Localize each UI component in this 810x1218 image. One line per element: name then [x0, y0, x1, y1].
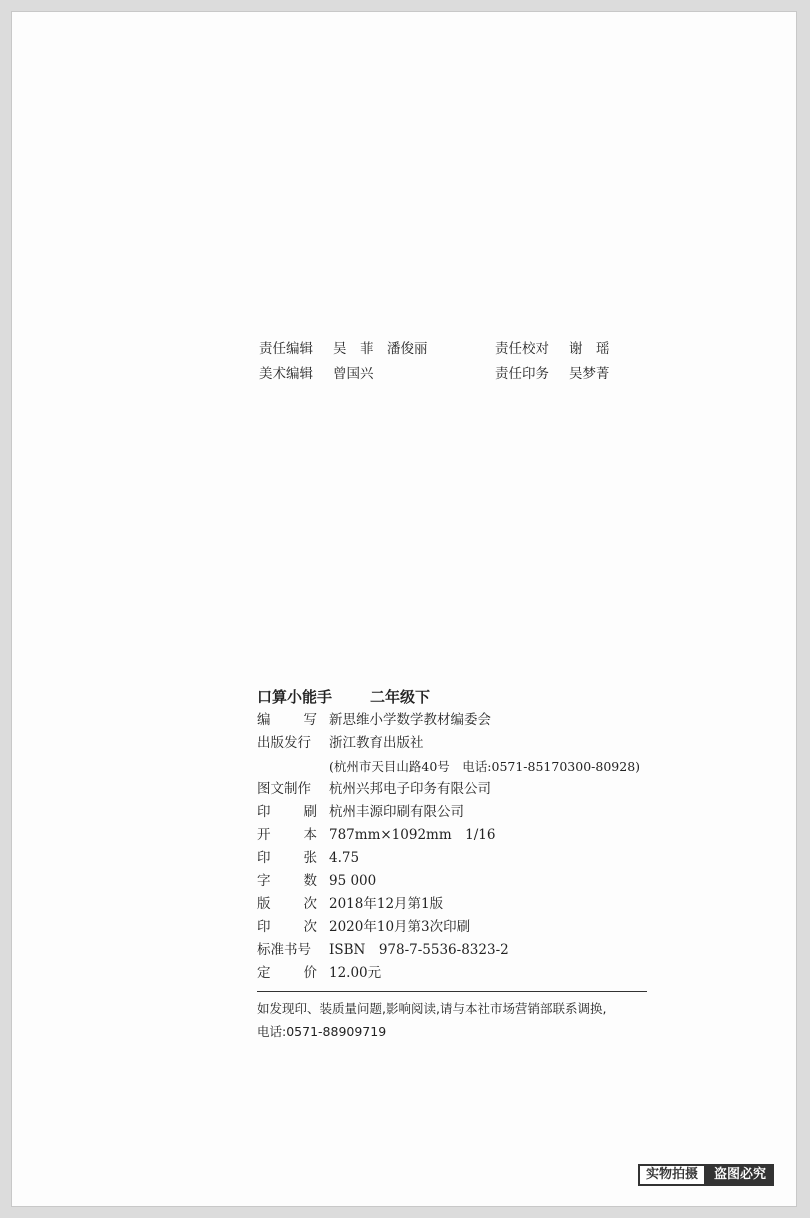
cip-key: 定 价 — [257, 965, 317, 981]
cip-value: 2020年10月第3次印刷 — [329, 919, 471, 935]
cip-row-typesetting — [257, 778, 647, 801]
cip-key: 印 张 — [257, 850, 317, 866]
cip-value: 2018年12月第1版 — [329, 896, 444, 912]
credit-name: 吴 菲 潘俊丽 — [333, 341, 428, 357]
cip-row-wordcount — [257, 870, 647, 893]
credit-proofreader — [495, 337, 610, 362]
credit-role: 责任校对 — [495, 341, 549, 357]
cip-key: 图文制作 — [257, 781, 311, 797]
credit-art-editor — [259, 362, 374, 387]
credit-editor — [259, 337, 428, 362]
credit-name: 曾国兴 — [333, 366, 374, 382]
cip-row-format — [257, 824, 647, 847]
book-title — [257, 685, 647, 709]
cip-row-author — [257, 709, 647, 732]
cip-key: 出版发行 — [257, 735, 311, 751]
cip-block — [257, 685, 647, 1043]
cip-value: 12.00元 — [329, 965, 382, 981]
cip-key: 标准书号 — [257, 942, 311, 958]
cip-key: 编 写 — [257, 712, 317, 728]
watermark-stamp — [638, 1164, 774, 1186]
credit-role: 美术编辑 — [259, 366, 313, 382]
cip-row-printing — [257, 916, 647, 939]
cip-value: 浙江教育出版社 — [329, 735, 424, 751]
book-title-text: 口算小能手 — [257, 688, 333, 706]
publisher-address: (杭州市天目山路40号 电话:0571-85170300-80928) — [329, 759, 641, 774]
cip-value: 新思维小学数学教材编委会 — [329, 712, 491, 728]
cip-row-price — [257, 962, 647, 985]
cip-key: 版 次 — [257, 896, 317, 912]
cip-value: 4.75 — [329, 850, 360, 866]
cip-row-edition — [257, 893, 647, 916]
cip-row-sheets — [257, 847, 647, 870]
cip-value: 95 000 — [329, 873, 377, 889]
divider-rule — [257, 991, 647, 992]
credit-print-manager — [495, 362, 610, 387]
cip-key: 印 次 — [257, 919, 317, 935]
credit-name: 谢 瑶 — [569, 341, 610, 357]
cip-row-printer — [257, 801, 647, 824]
cip-key: 开 本 — [257, 827, 317, 843]
cip-key: 印 刷 — [257, 804, 317, 820]
cip-value: ISBN 978-7-5536-8323-2 — [329, 942, 509, 958]
cip-row-publisher — [257, 732, 647, 755]
page — [12, 12, 796, 1206]
cip-value: 杭州兴邦电子印务有限公司 — [329, 781, 491, 797]
credit-name: 吴梦菁 — [569, 366, 610, 382]
cip-row-isbn — [257, 939, 647, 962]
credit-role: 责任印务 — [495, 366, 549, 382]
cip-value: 787mm×1092mm 1/16 — [329, 827, 496, 843]
stamp-left: 实物拍摄 — [638, 1164, 706, 1186]
stamp-right: 盗图必究 — [706, 1164, 774, 1186]
cip-row-address — [257, 755, 647, 778]
credit-role: 责任编辑 — [259, 341, 313, 357]
quality-phone: 电话:0571-88909719 — [257, 1024, 387, 1039]
book-grade: 二年级下 — [370, 688, 431, 706]
cip-value: 杭州丰源印刷有限公司 — [329, 804, 464, 820]
cip-key: 字 数 — [257, 873, 317, 889]
quality-note: 如发现印、装质量问题,影响阅读,请与本社市场营销部联系调换, — [257, 1001, 607, 1016]
